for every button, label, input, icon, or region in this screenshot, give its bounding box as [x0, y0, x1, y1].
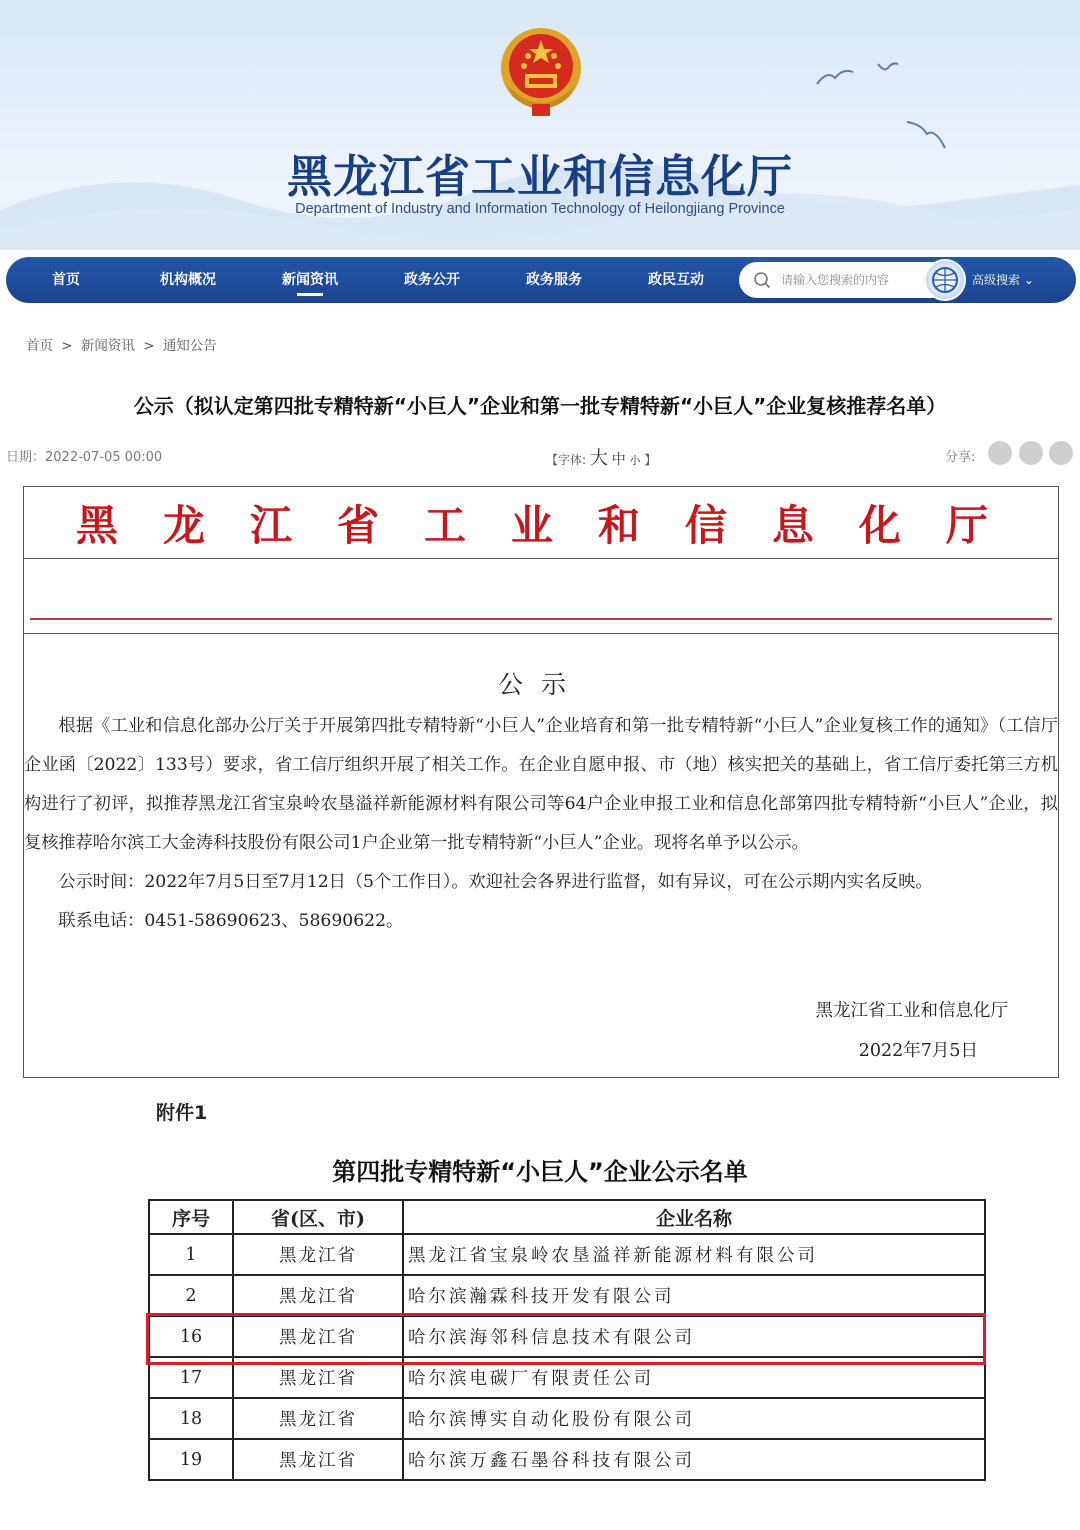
notice-title: 公示	[497, 670, 584, 699]
letterhead-char: 化	[858, 500, 901, 550]
weibo-share-icon[interactable]	[1019, 441, 1043, 465]
table-row	[149, 1234, 985, 1275]
letterhead-char: 和	[597, 500, 640, 550]
row-company: 哈尔滨海邻科信息技术有限公司	[403, 1316, 985, 1357]
advanced-search-link[interactable]: 高级搜索 ⌄	[972, 273, 1034, 287]
font-size-close: 】	[644, 453, 657, 467]
font-size-label: 【字体:	[546, 453, 587, 467]
document-signature: 黑龙江省工业和信息化厅	[815, 1001, 1008, 1021]
attachment-label: 附件1	[156, 1102, 208, 1124]
publish-date: 日期：2022-07-05 00:00	[6, 450, 163, 465]
nav-item-interaction[interactable]: 政民互动	[648, 272, 704, 288]
letterhead-char: 息	[771, 500, 814, 550]
highlight-box	[146, 1313, 986, 1365]
column-header-province: 省(区、市)	[233, 1200, 403, 1234]
main-nav	[6, 257, 1076, 303]
breadcrumb-separator: >	[61, 338, 73, 354]
table-row	[149, 1439, 985, 1480]
font-size-large[interactable]: 大	[589, 448, 608, 469]
column-header-company: 企业名称	[403, 1200, 985, 1234]
breadcrumb-news[interactable]: 新闻资讯	[80, 338, 135, 354]
nav-item-gov-affairs[interactable]: 政务公开	[404, 272, 460, 288]
column-header-number: 序号	[149, 1200, 233, 1234]
document-divider	[24, 633, 1058, 634]
row-company: 哈尔滨瀚霖科技开发有限公司	[403, 1275, 985, 1316]
table-header-row	[149, 1200, 985, 1234]
favorite-share-icon[interactable]	[1049, 441, 1073, 465]
letterhead-char: 工	[423, 500, 466, 550]
share-label: 分享:	[945, 450, 976, 465]
row-number: 1	[149, 1234, 233, 1275]
row-province: 黑龙江省	[233, 1234, 403, 1275]
font-size-medium[interactable]: 中	[611, 452, 626, 468]
row-province: 黑龙江省	[233, 1439, 403, 1480]
nav-item-home[interactable]: 首页	[52, 272, 80, 288]
search-icon[interactable]	[753, 271, 771, 289]
site-subtitle: Department of Industry and Information Technology of Heilongjiang Province	[295, 201, 785, 217]
globe-icon	[926, 261, 964, 299]
search-submit-button[interactable]	[924, 259, 966, 301]
row-company: 黑龙江省宝泉岭农垦溢祥新能源材料有限公司	[403, 1234, 985, 1275]
row-province: 黑龙江省	[233, 1398, 403, 1439]
breadcrumb-current[interactable]: 通知公告	[162, 338, 217, 354]
bird-icon	[876, 60, 900, 74]
article-title: 公示（拟认定第四批专精特新“小巨人”企业和第一批专精特新“小巨人”企业复核推荐名单）	[133, 394, 947, 418]
breadcrumb-separator: >	[143, 338, 155, 354]
notice-body	[24, 707, 1058, 941]
table-row	[149, 1398, 985, 1439]
red-divider-line	[30, 618, 1052, 620]
row-company: 哈尔滨博实自动化股份有限公司	[403, 1398, 985, 1439]
national-emblem-icon	[498, 26, 584, 120]
row-number: 16	[149, 1316, 233, 1357]
row-company: 哈尔滨电碳厂有限责任公司	[403, 1357, 985, 1398]
row-number: 19	[149, 1439, 233, 1480]
document-sign-date: 2022年7月5日	[858, 1041, 978, 1061]
letterhead-char: 黑	[76, 500, 119, 550]
search-box	[739, 262, 939, 298]
font-size-selector	[546, 444, 656, 470]
letterhead-char: 信	[684, 500, 727, 550]
row-number: 17	[149, 1357, 233, 1398]
official-document	[23, 486, 1059, 1078]
site-header	[0, 0, 1080, 250]
list-title: 第四批专精特新“小巨人”企业公示名单	[332, 1158, 748, 1186]
nav-item-news[interactable]: 新闻资讯	[255, 257, 365, 303]
bird-icon	[815, 66, 855, 86]
letterhead-char: 省	[336, 500, 379, 550]
row-province: 黑龙江省	[233, 1316, 403, 1357]
font-size-small[interactable]: 小	[629, 454, 641, 467]
row-province: 黑龙江省	[233, 1275, 403, 1316]
search-input[interactable]	[781, 270, 931, 290]
letterhead-char: 业	[510, 500, 553, 550]
nav-item-gov-services[interactable]: 政务服务	[526, 272, 582, 288]
notice-paragraph: 公示时间：2022年7月5日至7月12日（5个工作日）。欢迎社会各界进行监督，如有异议，可在公示期内实名反映。	[58, 872, 933, 892]
letterhead-char: 江	[249, 500, 292, 550]
wechat-share-icon[interactable]	[988, 441, 1012, 465]
document-letterhead	[24, 487, 1058, 559]
table-row	[149, 1275, 985, 1316]
letterhead-char: 厅	[945, 500, 988, 550]
row-company: 哈尔滨万鑫石墨谷科技有限公司	[403, 1439, 985, 1480]
row-province: 黑龙江省	[233, 1357, 403, 1398]
notice-paragraph: 根据《工业和信息化部办公厅关于开展第四批专精特新“小巨人”企业培育和第一批专精特新“小巨人”企业复核工作的通知》（工信厅企业函〔2022〕133号）要求，省工信厅组织开展了相关工作。在企业自愿申报、市（地）核实把关的基础上，省工信厅委托第三方机构进行了初评，拟推荐黑龙江省宝泉岭农垦溢祥新能源材料有限公司等64户企业申报工业和信息化部第四批专精特新“小巨人”企业，拟复核推荐哈尔滨工大金涛科技股份有限公司1户企业第一批专精特新“小巨人”企业。现将名单予以公示。	[24, 716, 1058, 853]
breadcrumb-home[interactable]: 首页	[26, 338, 53, 354]
breadcrumb	[26, 334, 221, 354]
notice-paragraph: 联系电话：0451-58690623、58690622。	[58, 911, 404, 931]
letterhead-char: 龙	[162, 500, 205, 550]
site-title: 黑龙江省工业和信息化厅	[286, 150, 793, 203]
row-number: 2	[149, 1275, 233, 1316]
row-number: 18	[149, 1398, 233, 1439]
nav-item-about[interactable]: 机构概况	[160, 272, 216, 288]
